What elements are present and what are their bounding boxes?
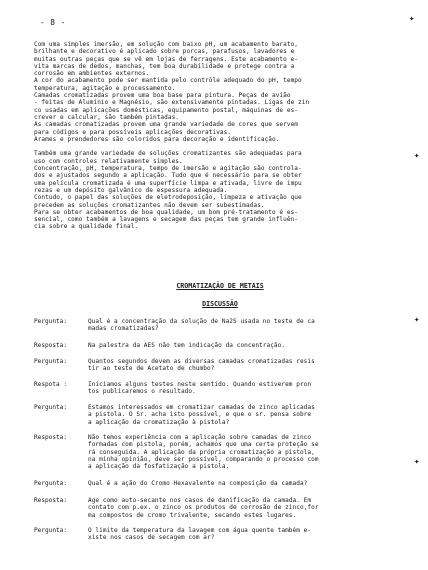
qa-line: contato com p.ex. o zinco os produtos de corrosão de zinco,for [88, 504, 319, 512]
qa-line: Age como auto-secante nos casos de danificação da camada. Em [88, 497, 312, 504]
qa-line: formadas com pistola, porém, achamos que uma certa proteção se [88, 441, 319, 449]
text-line: muitas outras peças que se vê em lojas de ferragens. Este acabamento e- [34, 55, 299, 63]
qa-answer [34, 342, 406, 349]
text-line: rezas e um depósito galvânico de espessura adequada. [34, 186, 228, 194]
qa-line: Na palestra da AES não tem indicação da concentração. [88, 342, 286, 349]
text-line: uso com controles relativamente simples. [34, 157, 183, 165]
qa-label: Resposta: [34, 434, 68, 441]
text-line: temperatura, agitação e processamento. [34, 84, 176, 92]
text-line: Com uma simples imersão, em solução com baixo pH, um acabamento barato, [34, 41, 299, 48]
qa-line: rá conseguida. A aplicação da própria cromatização a pistola, [88, 448, 315, 456]
qa-answer [34, 497, 406, 519]
text-line: sencial, como também a lavagens e secagem das peças tem grande influên- [34, 216, 299, 224]
text-line: Para se obter acabamentos de boa qualidade, um bom pré-tratamento é es- [34, 208, 299, 216]
text-line: Também uma grande variedade de soluções cromatizantes são adequadas para [34, 150, 302, 158]
margin-mark: ✦ [409, 14, 415, 24]
qa-label: Pergunta: [34, 480, 68, 487]
text-line: Contudo, o papel das soluções de eletrodeposição, limpeza e ativação que [34, 194, 302, 202]
qa-question [34, 358, 406, 373]
text-line: Camadas cromatizadas provem uma boa base para pintura. Peças de avião [34, 92, 291, 100]
qa-line: a aplicação da fosfatização a pistola. [88, 463, 230, 471]
section-subtitle: DISCUSSÃO [202, 300, 238, 308]
qa-label: Pergunta: [34, 527, 68, 534]
qa-line: Qual é a ação do Cromo Hexavalente na composição da camada? [88, 480, 308, 487]
qa-label: Pergunta: [34, 358, 68, 365]
qa-line: Não temos experiência com a aplicação sobre camadas de zinco [88, 434, 312, 441]
qa-label: Resposta: [34, 497, 68, 504]
text-line: A cor do acabamento pode ser mantida pelo contrôle adequado do pH, tempo [34, 77, 302, 85]
page-number: - 8 - [40, 18, 66, 27]
text-line: uma película cromatizada é uma superfície limpa e ativada, livre de impu [34, 179, 302, 187]
qa-line: Qual é a concentração da solução de Na2S usada no teste de ca [88, 318, 315, 325]
qa-line: na minha opinião, deve ser possível, comparando o processo com [88, 455, 319, 463]
qa-question [34, 527, 406, 542]
text-line: cia sobre a qualidade final. [34, 223, 139, 231]
text-line: Concentração, pH, temperatura, tempo de imersão e agitação são controla- [34, 165, 302, 173]
qa-label: Resposta: [34, 342, 68, 349]
qa-label: Respota : [34, 381, 68, 388]
qa-question [34, 404, 406, 426]
qa-line: xiste nos casos de secagem com ar? [88, 534, 215, 542]
section-title: CROMATIZAÇÃO DE METAIS [176, 282, 264, 290]
qa-line: madas cromatizadas? [88, 325, 159, 333]
qa-label: Pergunta: [34, 318, 68, 325]
text-line: - feitas de Alumínio e Magnésio, são extensivamente pintadas. Ligas de zin [34, 99, 310, 107]
text-line: co usadas em aplicações domésticas, equipamento postal, máquinas de es- [34, 106, 299, 114]
text-line: para códigos e para possíveis aplicações decorativas. [34, 128, 232, 136]
qa-line: Estamos interessados em cromatizar camadas de zinco aplicadas [88, 404, 315, 411]
qa-line: tos publicaremos o resultado. [88, 388, 196, 396]
text-line: Arames e prendedores são coloridos para decoração e identificação. [34, 135, 280, 143]
text-line: vita marcas de dedos, manchas, tem boa durabilidade e protege contra a [34, 62, 295, 70]
qa-line: tir ao teste de Acetato de chumbo? [88, 365, 215, 373]
qa-line: Iniciamos alguns testes neste sentido. Quando estiverem pron [88, 381, 312, 388]
text-line: As camadas cromatizadas provem uma grande variedade de cores que servem [34, 121, 299, 129]
qa-answer [34, 381, 406, 396]
text-line: precedem as soluções cromatizantes não devem ser subestimadas. [34, 201, 265, 209]
text-line: crever e calcular, são também pintadas. [34, 113, 180, 121]
margin-mark: ✦ [414, 315, 420, 325]
qa-line: a aplicação da cromatização à pistola? [88, 418, 230, 426]
qa-label: Pergunta: [34, 404, 68, 411]
qa-line: Quantos segundos devem as diversas camadas cromatizadas resis [88, 358, 315, 365]
text-line: corrosão em ambientes externos. [34, 70, 150, 78]
margin-mark: ✦ [414, 151, 420, 161]
intro-text [34, 41, 406, 231]
text-line: brilhante e decorativo é aplicado sobre porcas, parafusos, lavadores e [34, 48, 295, 56]
qa-line: a pistola. O Sr. acha isto possível, e que o sr. pensa sobre [88, 411, 312, 419]
qa-answer [34, 434, 406, 470]
qa-question [34, 318, 406, 333]
text-line: dos e ajustados segundo a aplicação. Tudo que é necessário para se obter [34, 172, 302, 180]
qa-line: O limite da temperatura da lavagem com água quente também e- [88, 527, 312, 534]
margin-mark: ✦ [414, 457, 420, 467]
qa-question [34, 480, 406, 487]
qa-line: ma compostos de cromo trivalente, secando estes lugares. [88, 511, 297, 519]
